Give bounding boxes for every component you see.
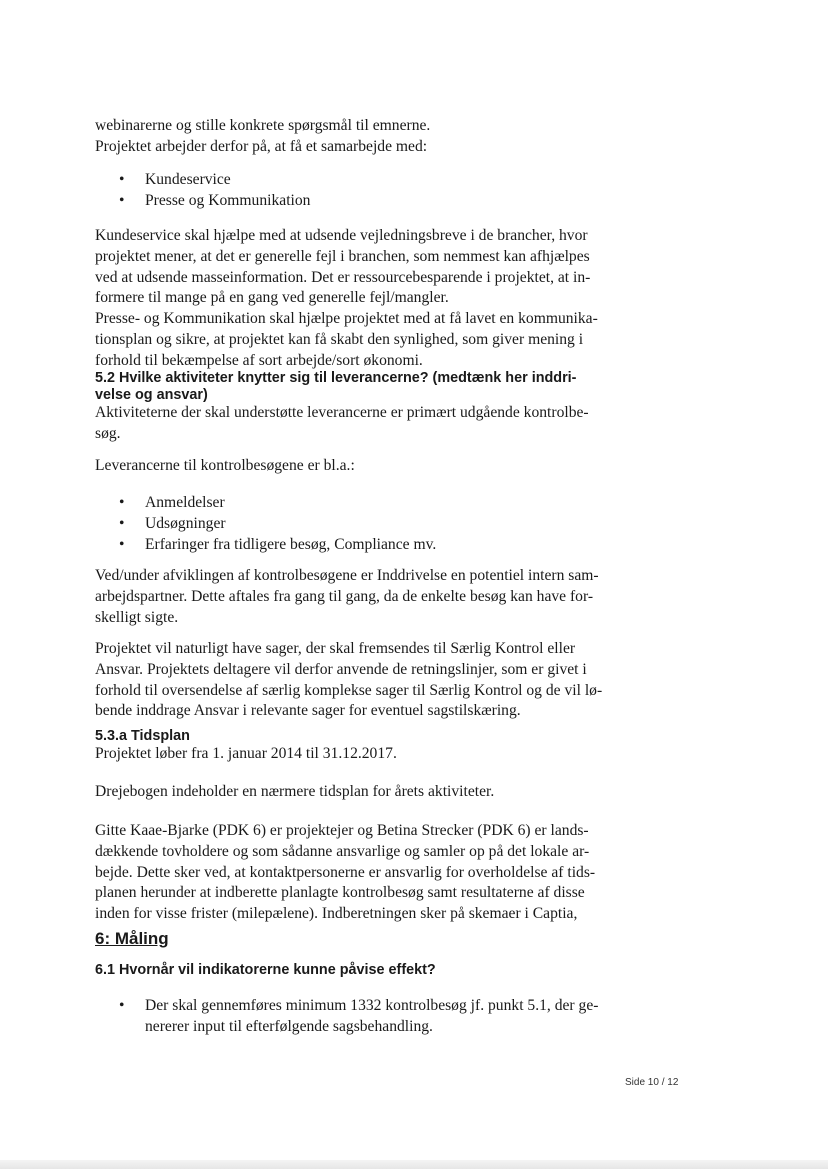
- text-line: søg.: [95, 424, 121, 442]
- list-item: • Presse og Kommunikation: [119, 191, 310, 212]
- text-line: • Der skal gennemføres minimum 1332 kontrolbesøg jf. punkt 5.1, der ge-: [145, 997, 599, 1014]
- section-heading-6: 6: Måling: [95, 929, 169, 948]
- text-line: Leverancerne til kontrolbesøgene er bl.a.:: [95, 457, 355, 474]
- text-line: bende inddrage Ansvar i relevante sager for eventuel sagstilskæring.: [95, 702, 521, 720]
- text-line: dækkende tovholdere og som sådanne ansvarlige og samler op på det lokale ar-: [95, 842, 590, 860]
- text-line: Ansvar. Projektets deltagere vil derfor anvende de retningslinjer, som er givet i: [95, 660, 587, 678]
- text-line: forhold til oversendelse af særlig komplekse sager til Særlig Kontrol og de vil lø-: [95, 681, 603, 699]
- drejebog-paragraph: [95, 782, 615, 803]
- text-line: formere til mange på en gang ved generelle fejl/mangler.: [95, 289, 449, 307]
- text-line: bejde. Dette sker ved, at kontaktpersonerne er ansvarlig for overholdelse af tids-: [95, 863, 596, 881]
- saerlig-kontrol-paragraph: [95, 639, 615, 722]
- scan-edge: [0, 1160, 828, 1169]
- text-line: skelligt sigte.: [95, 608, 179, 626]
- aktiviteter-paragraph: [95, 403, 615, 445]
- heading-line: velse og ansvar): [95, 387, 208, 403]
- text-line: forhold til bekæmpelse af sort arbejde/sort økonomi.: [95, 351, 423, 369]
- section-heading-5-3a: 5.3.a Tidsplan: [95, 728, 190, 744]
- list-item: [119, 996, 598, 1038]
- text-line: Kundeservice skal hjælpe med at udsende vejledningsbreve i de brancher, hvor: [95, 227, 588, 244]
- text-line: Projektet vil naturligt have sager, der skal fremsendes til Særlig Kontrol eller: [95, 640, 576, 657]
- text-line: Gitte Kaae-Bjarke (PDK 6) er projektejer og Betina Strecker (PDK 6) er lands-: [95, 822, 589, 839]
- text-line: Projektet løber fra 1. januar 2014 til 31.12.2017.: [95, 745, 397, 762]
- list-item: • Anmeldelser: [119, 493, 436, 514]
- intro-paragraph: [95, 116, 615, 158]
- list-item: • Erfaringer fra tidligere besøg, Compliance mv.: [119, 535, 436, 556]
- text-line: projektet mener, at det er generelle fejl i branchen, som nemmest kan afhjælpes: [95, 247, 590, 265]
- list-item: • Udsøgninger: [119, 514, 436, 535]
- text-line: tionsplan og sikre, at projektet kan få skabt den synlighed, som giver mening i: [95, 330, 584, 348]
- leverancer-list: [119, 493, 436, 555]
- text-line: planen herunder at indberette planlagte kontrolbesøg samt resultaterne af disse: [95, 884, 585, 902]
- maaling-list: [119, 996, 598, 1038]
- text-line: Drejebogen indeholder en nærmere tidsplan for årets aktiviteter.: [95, 783, 495, 800]
- section-heading-5-2: [95, 370, 576, 404]
- list-item: • Kundeservice: [119, 170, 310, 191]
- text-line: nererer input til efterfølgende sagsbehandling.: [145, 1017, 433, 1035]
- tidsplan-paragraph: [95, 744, 615, 765]
- text-line: webinarerne og stille konkrete spørgsmål til emnerne.: [95, 117, 431, 134]
- text-line: inden for visse frister (milepælene). Indberetningen sker på skemaer i Captia,: [95, 905, 578, 923]
- section-heading-6-1: 6.1 Hvornår vil indikatorerne kunne påvise effekt?: [95, 962, 436, 978]
- text-line: Presse- og Kommunikation skal hjælpe projektet med at få lavet en kommunika-: [95, 310, 598, 328]
- text-line: Aktiviteterne der skal understøtte leverancerne er primært udgående kontrolbe-: [95, 404, 589, 421]
- text-line: arbejdspartner. Dette aftales fra gang til gang, da de enkelte besøg kan have for-: [95, 587, 594, 605]
- text-line: Projektet arbejder derfor på, at få et samarbejde med:: [95, 137, 428, 155]
- page-number: Side 10 / 12: [625, 1077, 679, 1088]
- heading-line: 5.2 Hvilke aktiviteter knytter sig til leverancerne? (medtænk her inddri-: [95, 370, 577, 386]
- partners-list: [119, 170, 310, 212]
- leverancer-paragraph: [95, 456, 615, 477]
- text-line: ved at udsende masseinformation. Det er ressourcebesparende i projektet, at in-: [95, 268, 591, 286]
- organisation-paragraph: [95, 821, 615, 925]
- text-line: Ved/under afviklingen af kontrolbesøgene er Inddrivelse en potentiel intern sam-: [95, 567, 599, 584]
- kundeservice-paragraph: [95, 226, 615, 372]
- inddrivelse-paragraph: [95, 566, 615, 628]
